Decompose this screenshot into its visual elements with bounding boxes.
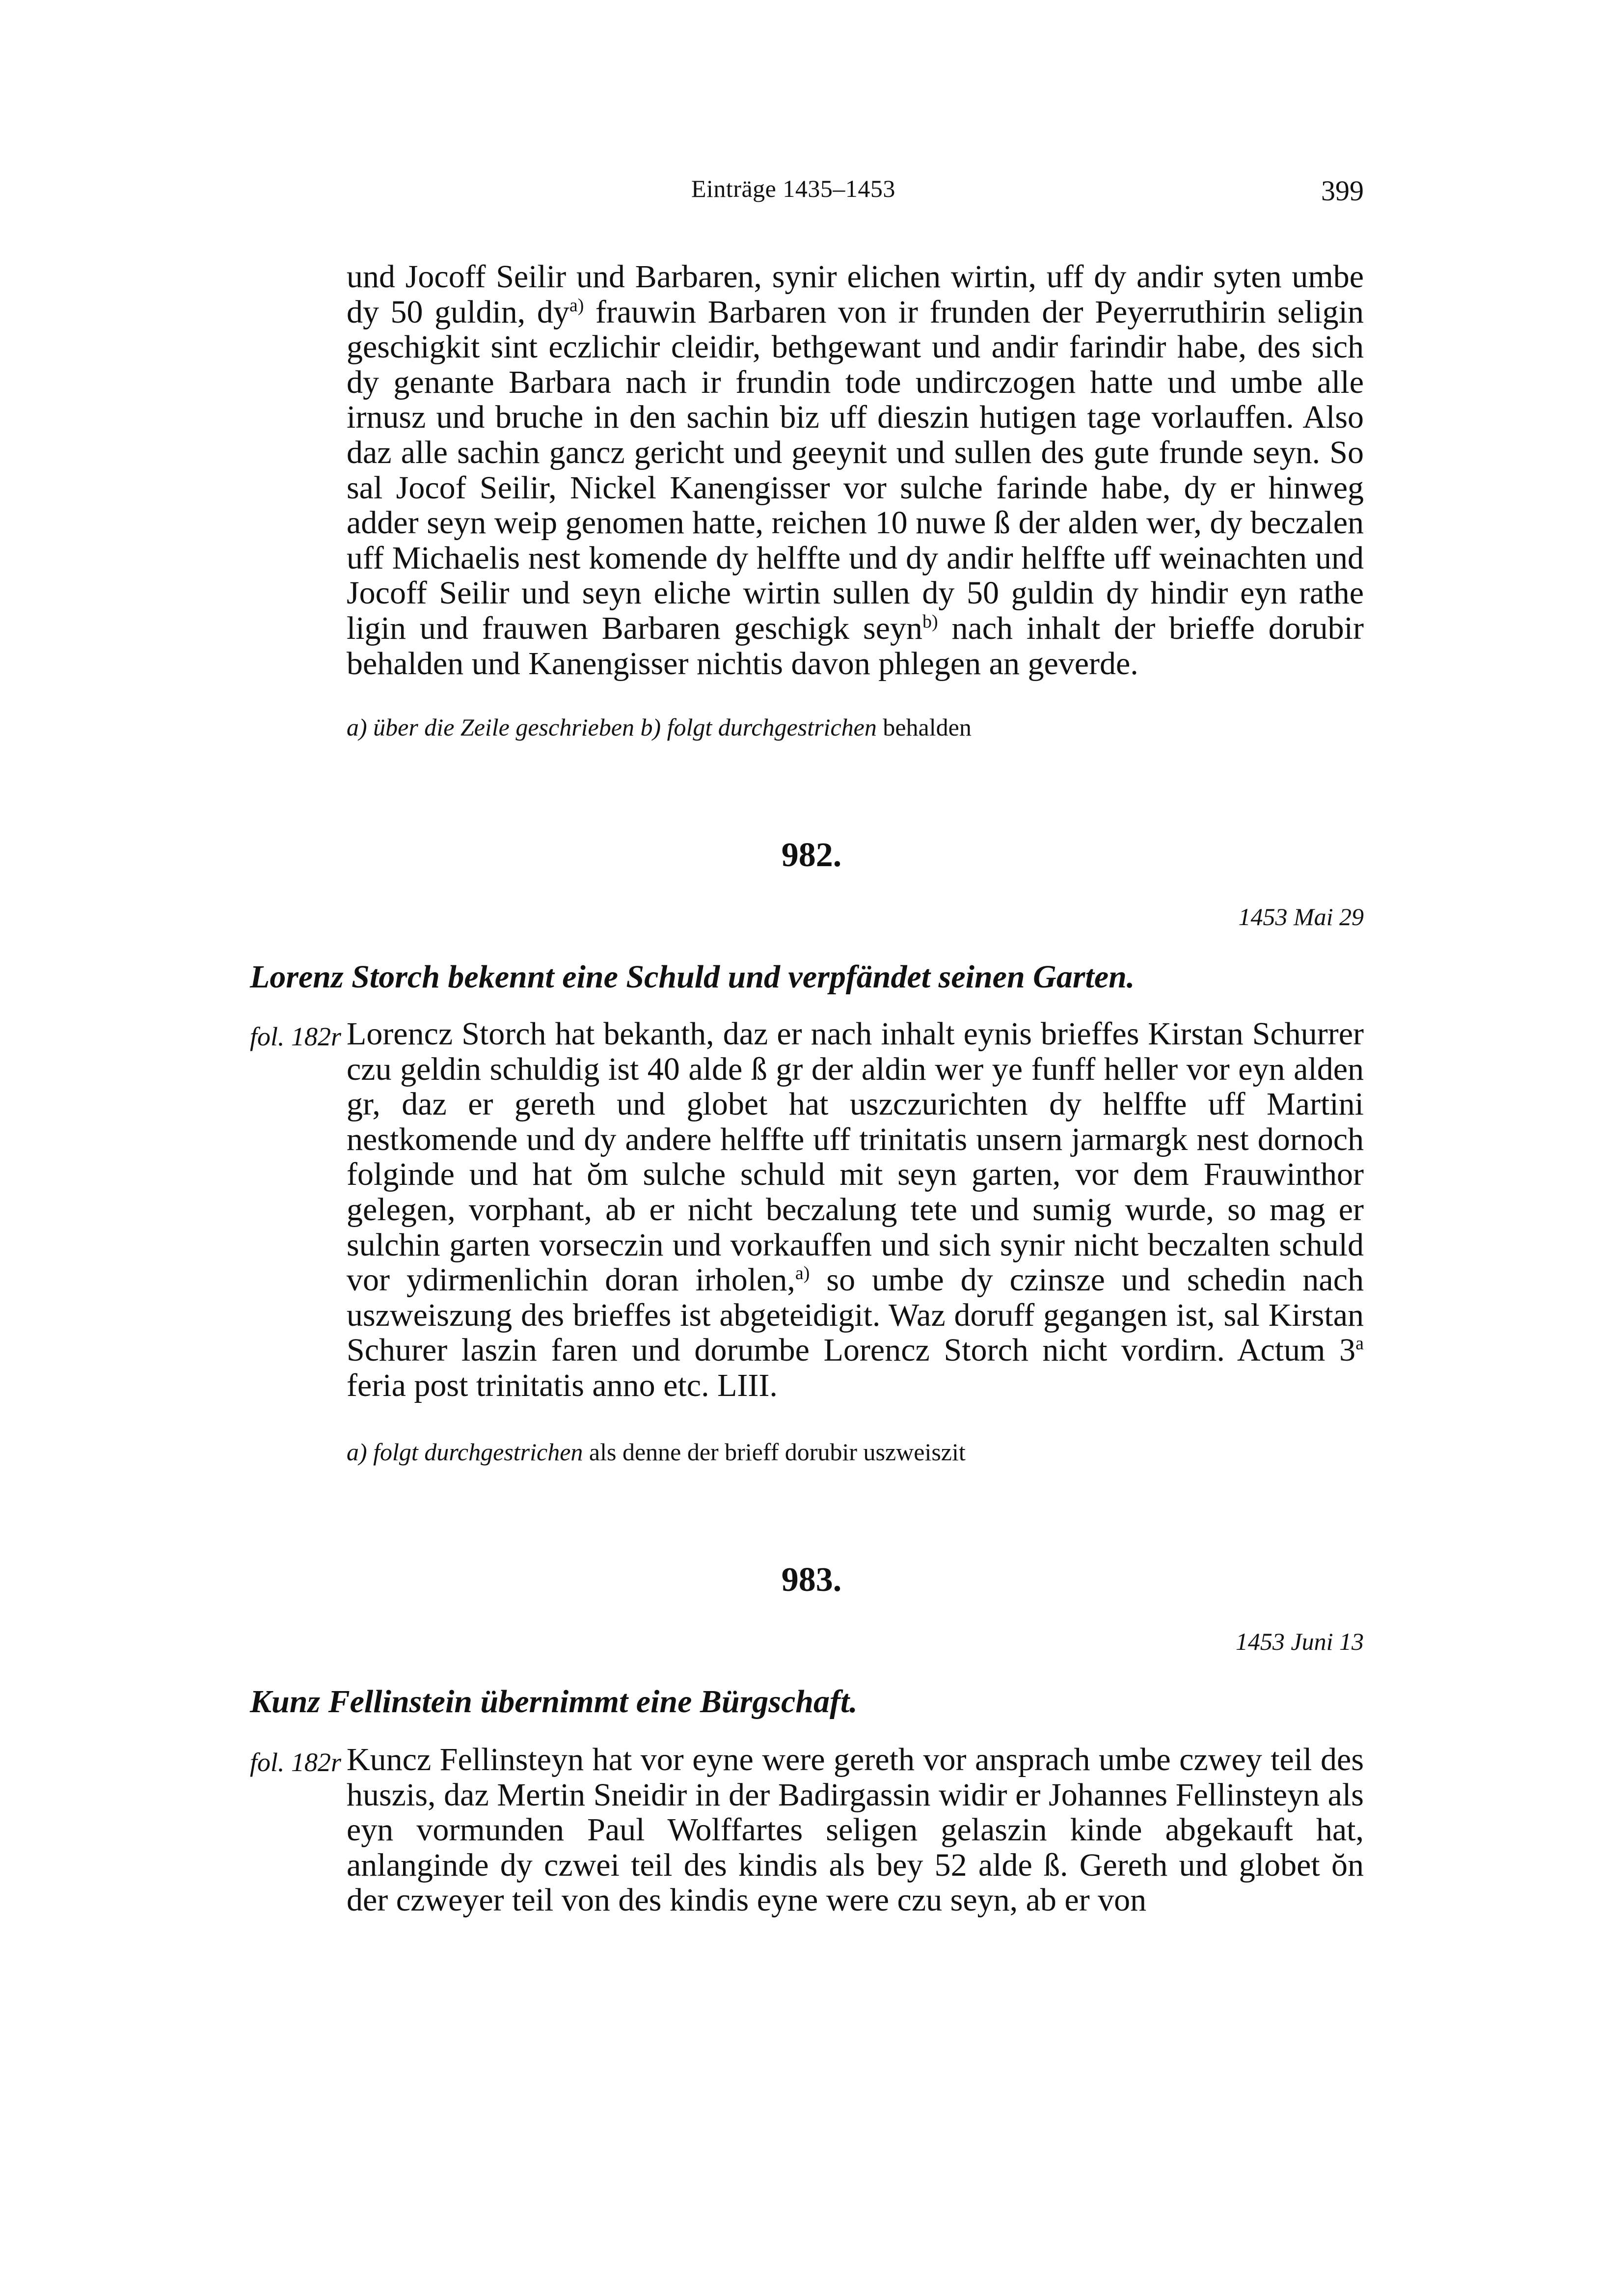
note-italic: a) über die Zeile geschrieben b) folgt durchgestrichen xyxy=(347,713,877,741)
note-italic: a) folgt durchgestrichen xyxy=(347,1438,583,1466)
text-segment: Lorencz Storch hat bekanth, daz er nach inhalt eynis brieffes Kirstan Schurrer czu geldin schuldig ist 40 alde ß gr der aldin wer ye funff heller vor eyn alden gr, daz er gereth und globet hat uszczurichten dy helffte uff Martini nestkomende und dy andere helffte uff trinitatis unsern jarmargk nest dornoch folginde und hat ŏm sulche schuld mit seyn garten, vor dem Frauwinthor gelegen, vorphant, ab er nicht beczalung tete und sumig wurde, so mag er sulchin garten vorseczin und vorkauffen und sich synir nicht beczalten schuld vor ydirmenlichin doran irholen, xyxy=(347,1016,1364,1298)
entry-number: 983. xyxy=(781,1561,842,1599)
footnote-marker: b) xyxy=(922,611,938,632)
entry-text xyxy=(347,1742,1364,1918)
note-roman: behalden xyxy=(876,713,972,741)
entry-body xyxy=(347,1016,1364,1403)
text-segment: und Jocoff Seilir und Barbaren, synir elichen wirtin, uff dy andir syten umbe dy 50 guldin, dy xyxy=(347,259,1364,330)
text-segment: feria post trinitatis anno etc. LIII. xyxy=(347,1367,778,1403)
footnote-marker: a) xyxy=(569,295,584,316)
folio-reference: fol. 182r xyxy=(250,1748,342,1777)
running-title: Einträge 1435–1453 xyxy=(691,175,895,202)
continuation-paragraph xyxy=(347,259,1364,681)
apparatus-note xyxy=(347,1438,1364,1466)
running-header xyxy=(0,174,1623,214)
entry-title: Kunz Fellinstein übernimmt eine Bürgschaft. xyxy=(250,1684,858,1720)
continuation-text xyxy=(347,259,1364,681)
entry-text xyxy=(347,1016,1364,1403)
footnote-marker: a) xyxy=(795,1263,810,1284)
text-segment: Kuncz Fellinsteyn hat vor eyne were gereth vor ansprach umbe czwey teil des huszis, daz Mertin Sneidir in der Badirgassin widir er Johannes Fellinsteyn als eyn vormunden Paul Wolffartes seligen gelaszin kinde abgekauft hat, anlanginde dy czwei teil des kindis als bey 52 alde ß. Gereth und globet ŏn der czweyer teil von des kindis eyne were czu seyn, ab er von xyxy=(347,1742,1364,1918)
entry-title: Lorenz Storch bekennt eine Schuld und verpfändet seinen Garten. xyxy=(250,959,1135,995)
superscript-letter: a xyxy=(1355,1333,1364,1354)
text-segment: so umbe dy czinsze und schedin nach uszweiszung des brieffes ist abgeteidigit. Waz doruff gegangen ist, sal Kirstan Schurer laszin faren und dorumbe Lorencz Storch nicht vordirn. Actum 3 xyxy=(347,1262,1364,1368)
apparatus-note xyxy=(347,713,1364,741)
folio-reference: fol. 182r xyxy=(250,1022,342,1051)
entry-number: 982. xyxy=(781,836,842,874)
entry-body xyxy=(347,1742,1364,1918)
page-number: 399 xyxy=(1321,175,1364,207)
entry-date: 1453 Juni 13 xyxy=(1235,1628,1364,1655)
text-segment: nach inhalt der brieffe dorubir behalden und Kanengisser nichtis davon phlegen an geverde. xyxy=(347,610,1364,682)
entry-date: 1453 Mai 29 xyxy=(1238,903,1364,930)
text-segment: frauwin Barbaren von ir frunden der Peyerruthirin seligin geschigkit sint eczlichir cleidir, bethgewant und andir farindir habe, des sich dy genante Barbara nach ir frundin tode undirczogen hatte und umbe alle irnusz und bruche in den sachin biz uff dieszin hutigen tage vorlauffen. Also daz alle sachin gancz gericht und geeynit und sullen des gute frunde seyn. So sal Jocof Seilir, Nickel Kanengisser vor sulche farinde habe, dy er hinweg adder seyn weip genomen hatte, reichen 10 nuwe ß der alden wer, dy beczalen uff Michaelis nest komende dy helffte und dy andir helffte uff weinachten und Jocoff Seilir und seyn eliche wirtin sullen dy 50 guldin dy hindir eyn rathe ligin und frauwen Barbaren geschigk seyn xyxy=(347,294,1364,646)
note-roman: als denne der brieff dorubir uszweiszit xyxy=(583,1438,966,1466)
